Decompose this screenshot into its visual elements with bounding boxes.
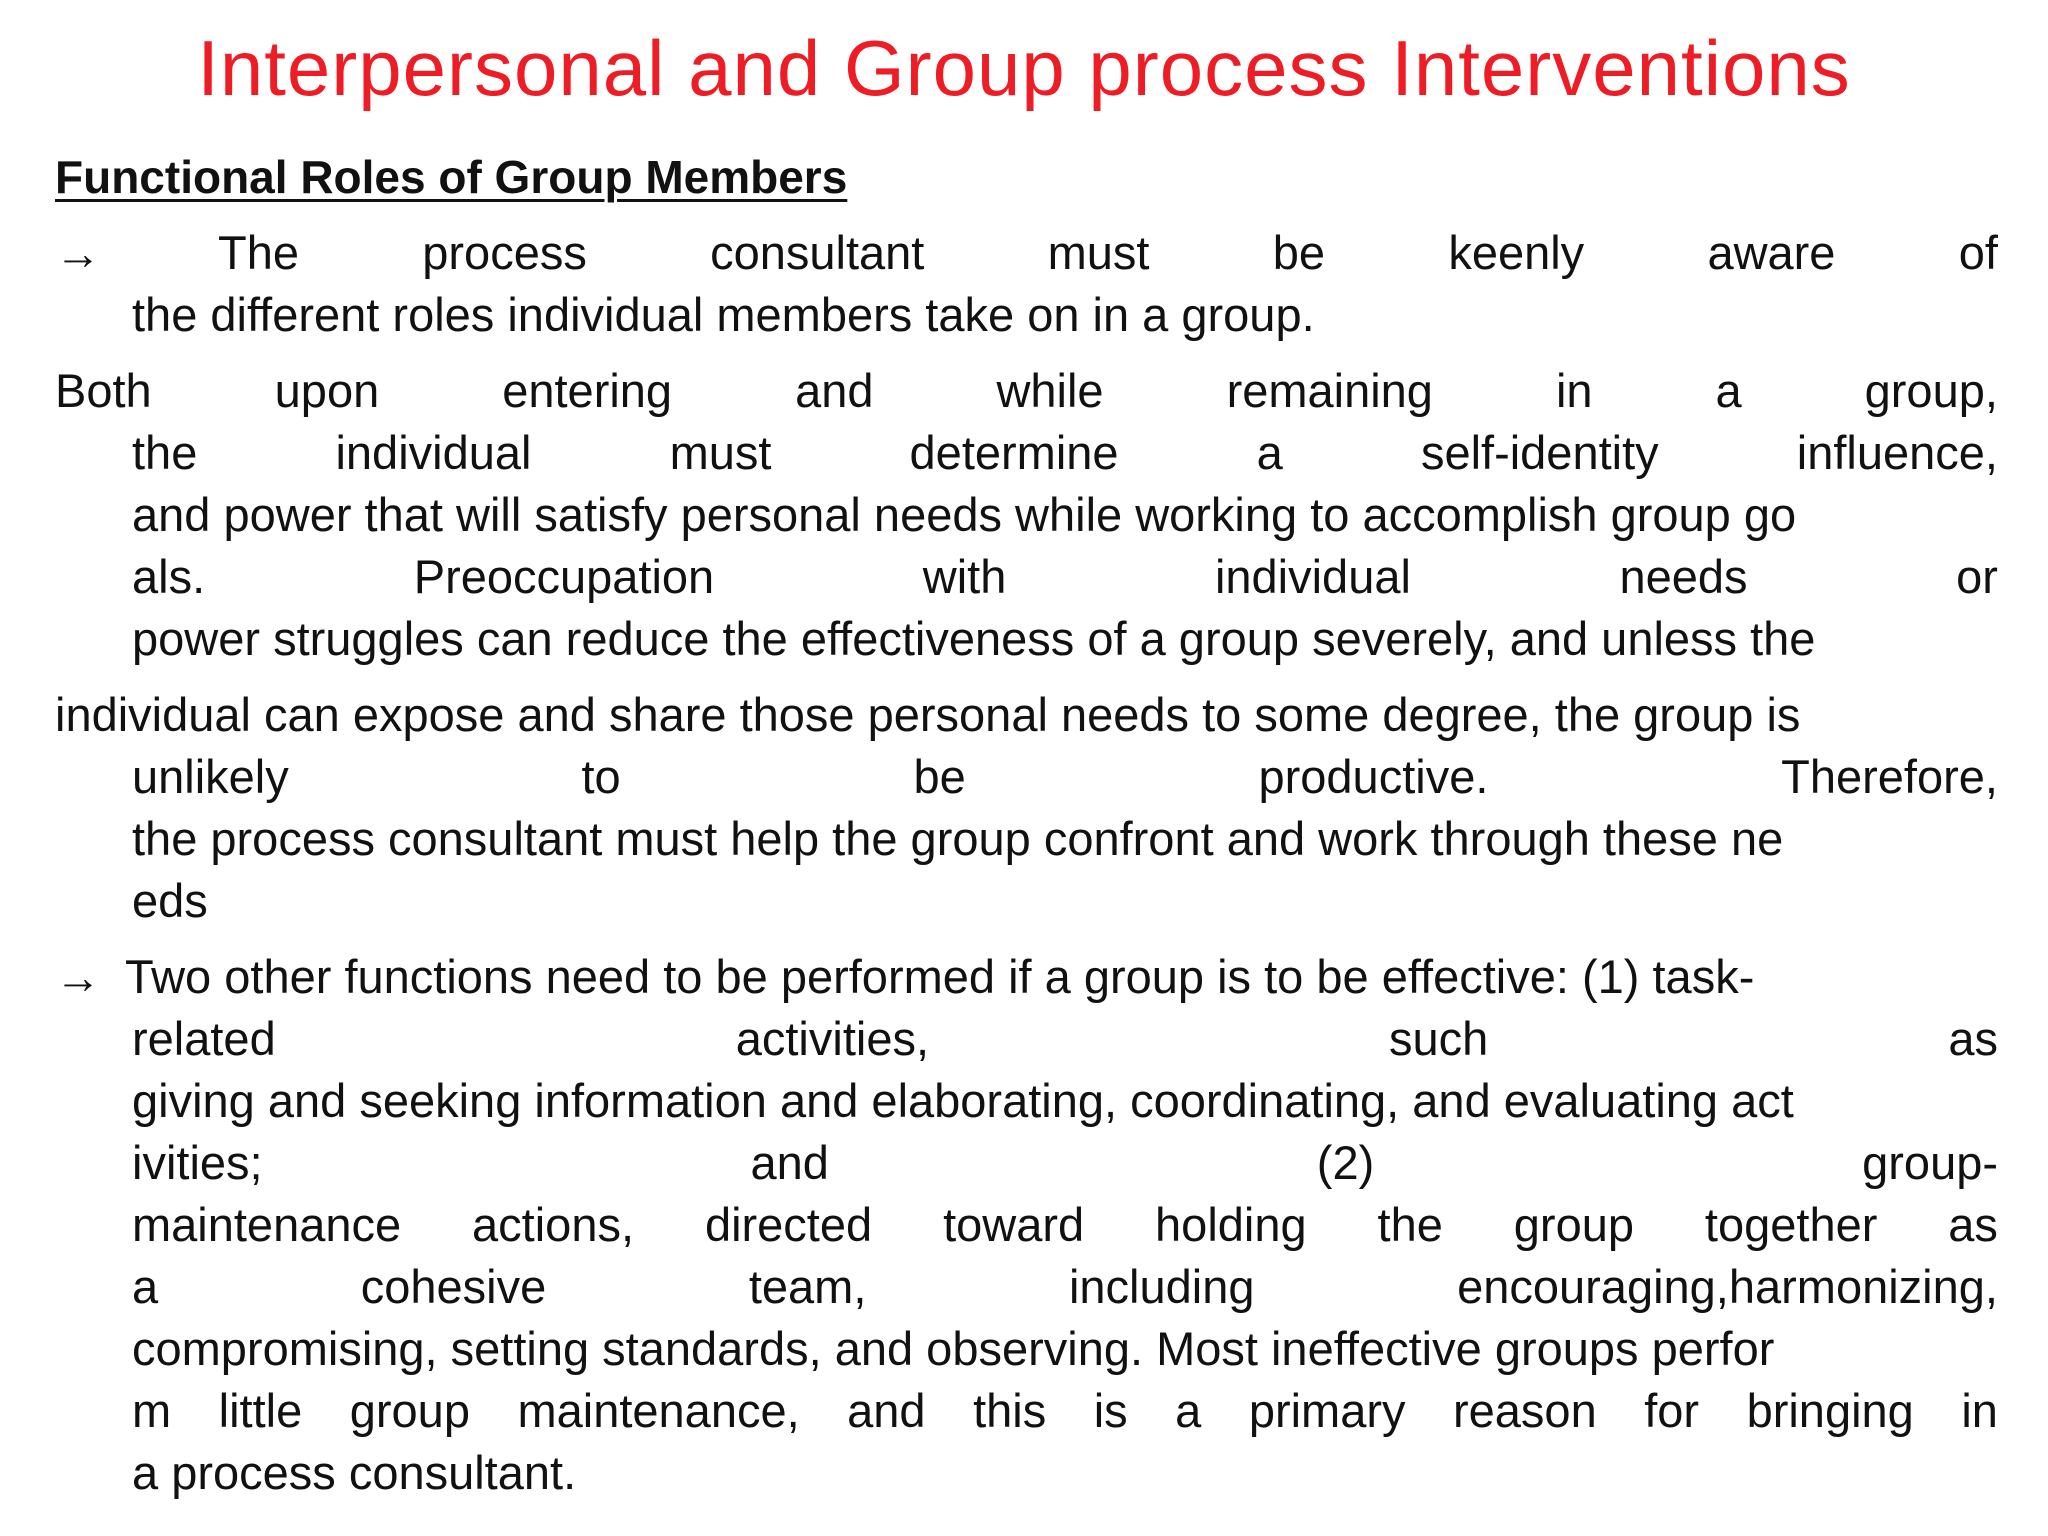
text-line: a process consultant. bbox=[132, 1446, 577, 1499]
word: self-identity bbox=[1420, 426, 1659, 479]
word: (2) bbox=[1316, 1136, 1375, 1189]
slide-title: Interpersonal and Group process Interventions bbox=[197, 24, 1851, 112]
word: while bbox=[996, 364, 1104, 417]
text-line: and power that will satisfy personal needs while working to accomplish group go bbox=[132, 488, 1797, 541]
text-line: Two other functions need to be performed if a group is to be effective: (1) task- bbox=[125, 950, 1755, 1003]
word: influence, bbox=[1796, 426, 1998, 479]
word: Both bbox=[55, 364, 152, 417]
word: ivities; bbox=[132, 1136, 263, 1189]
word: process bbox=[422, 226, 587, 279]
word: a bbox=[1715, 364, 1742, 417]
word: individual bbox=[1214, 550, 1411, 603]
word: together bbox=[1704, 1198, 1878, 1251]
word: holding bbox=[1155, 1198, 1307, 1251]
word: maintenance bbox=[132, 1198, 402, 1251]
word: including bbox=[1068, 1260, 1255, 1313]
word: entering bbox=[502, 364, 673, 417]
word: and bbox=[847, 1384, 926, 1437]
text-line bbox=[132, 1132, 1998, 1194]
word: related bbox=[132, 1012, 276, 1065]
arrow-bullet-icon: → bbox=[55, 951, 101, 1003]
word: for bbox=[1644, 1384, 1700, 1437]
word: productive. bbox=[1258, 750, 1489, 803]
word: team, bbox=[748, 1260, 867, 1313]
word: group, bbox=[1864, 364, 1998, 417]
word: unlikely bbox=[132, 750, 289, 803]
word: consultant bbox=[710, 226, 925, 279]
word: als. bbox=[132, 550, 206, 603]
word: reason bbox=[1453, 1384, 1597, 1437]
text-line: the different roles individual members take on in a group. bbox=[132, 288, 1315, 341]
word: as bbox=[1948, 1198, 1998, 1251]
word: and bbox=[750, 1136, 829, 1189]
word: maintenance, bbox=[517, 1384, 800, 1437]
word: a bbox=[132, 1260, 159, 1313]
text-line bbox=[132, 746, 1998, 808]
text-line bbox=[132, 546, 1998, 608]
section-heading: Functional Roles of Group Members bbox=[55, 151, 848, 203]
word: or bbox=[1956, 550, 1998, 603]
word: with bbox=[922, 550, 1007, 603]
text-line bbox=[132, 1380, 1998, 1442]
word: directed bbox=[704, 1198, 873, 1251]
arrow-bullet-icon: → bbox=[55, 227, 101, 279]
word: is bbox=[1093, 1384, 1128, 1437]
word: Preoccupation bbox=[413, 550, 715, 603]
word: actions, bbox=[472, 1198, 635, 1251]
word: cohesive bbox=[360, 1260, 547, 1313]
word: the bbox=[1377, 1198, 1443, 1251]
word: group- bbox=[1862, 1136, 1998, 1189]
word: be bbox=[1272, 226, 1326, 279]
word: to bbox=[581, 750, 621, 803]
text-line bbox=[132, 1194, 1998, 1256]
word: The bbox=[218, 226, 299, 279]
text-line bbox=[218, 222, 1998, 284]
word: aware bbox=[1707, 226, 1836, 279]
word: group bbox=[1513, 1198, 1635, 1251]
text-line: giving and seeking information and elaborating, coordinating, and evaluating act bbox=[132, 1074, 1794, 1127]
text-line: eds bbox=[132, 874, 208, 927]
word: such bbox=[1389, 1012, 1489, 1065]
text-line: the process consultant must help the group confront and work through these ne bbox=[132, 812, 1784, 865]
word: this bbox=[973, 1384, 1047, 1437]
word: individual bbox=[335, 426, 532, 479]
word: Therefore, bbox=[1781, 750, 1998, 803]
word: primary bbox=[1248, 1384, 1406, 1437]
word: activities, bbox=[735, 1012, 930, 1065]
word: as bbox=[1948, 1012, 1998, 1065]
text-line: compromising, setting standards, and observing. Most ineffective groups perfor bbox=[132, 1322, 1775, 1375]
word: keenly bbox=[1448, 226, 1585, 279]
text-line bbox=[132, 422, 1998, 484]
text-line bbox=[55, 360, 1998, 422]
word: group bbox=[349, 1384, 470, 1437]
word: toward bbox=[943, 1198, 1085, 1251]
word: in bbox=[1961, 1384, 1998, 1437]
word: must bbox=[1047, 226, 1150, 279]
text-line: individual can expose and share those personal needs to some degree, the group is bbox=[55, 688, 1801, 741]
word: determine bbox=[909, 426, 1119, 479]
word: upon bbox=[274, 364, 380, 417]
word: in bbox=[1555, 364, 1593, 417]
word: the bbox=[132, 426, 198, 479]
word: of bbox=[1958, 226, 1998, 279]
word: a bbox=[1175, 1384, 1202, 1437]
word: a bbox=[1256, 426, 1283, 479]
word: be bbox=[913, 750, 966, 803]
text-line: power struggles can reduce the effectiveness of a group severely, and unless the bbox=[132, 612, 1816, 665]
word: and bbox=[795, 364, 874, 417]
word: remaining bbox=[1226, 364, 1433, 417]
text-line bbox=[132, 1256, 1998, 1318]
text-line bbox=[132, 1008, 1998, 1070]
word: m bbox=[132, 1384, 172, 1437]
word: encouraging,harmonizing, bbox=[1457, 1260, 1998, 1313]
word: must bbox=[669, 426, 772, 479]
word: little bbox=[218, 1384, 303, 1437]
word: bringing bbox=[1746, 1384, 1914, 1437]
word: needs bbox=[1619, 550, 1748, 603]
